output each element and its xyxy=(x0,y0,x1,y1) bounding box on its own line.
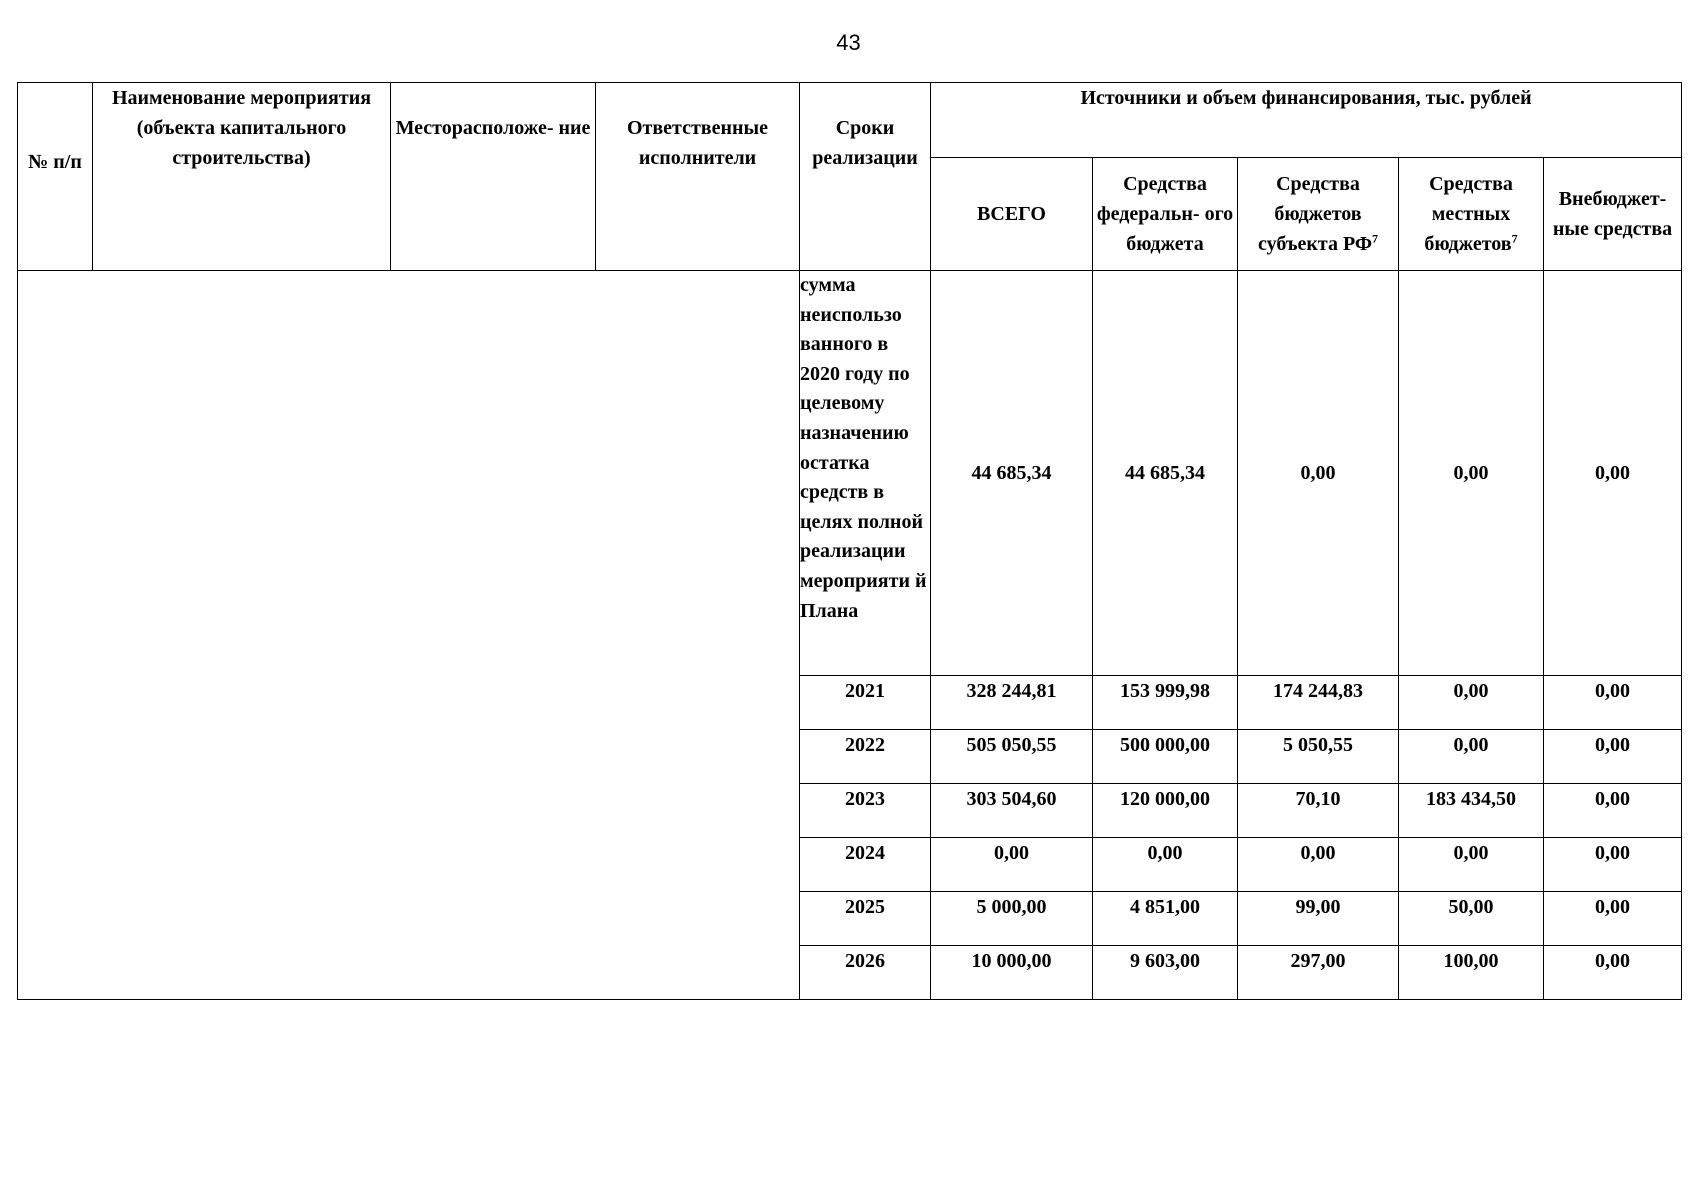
term-cell: сумма неиспользо ванного в 2020 году по целевому назначению остатка средств в целях полной реализации мероприяти й Плана xyxy=(800,271,931,676)
local-cell: 50,00 xyxy=(1399,892,1544,946)
extrabudget-cell: 0,00 xyxy=(1544,271,1682,676)
header-location: Месторасположе- ние xyxy=(391,83,596,271)
header-extrabudget: Внебюджет- ные средства xyxy=(1544,158,1682,271)
term-cell: 2021 xyxy=(800,676,931,730)
total-cell: 10 000,00 xyxy=(931,946,1093,1000)
total-cell: 328 244,81 xyxy=(931,676,1093,730)
page-number: 43 xyxy=(836,30,861,55)
header-executors: Ответственные исполнители xyxy=(596,83,800,271)
federal-cell: 120 000,00 xyxy=(1093,784,1238,838)
regional-cell: 0,00 xyxy=(1238,838,1399,892)
local-cell: 0,00 xyxy=(1399,676,1544,730)
header-local xyxy=(1399,158,1544,271)
regional-cell: 99,00 xyxy=(1238,892,1399,946)
regional-cell: 174 244,83 xyxy=(1238,676,1399,730)
federal-cell: 44 685,34 xyxy=(1093,271,1238,676)
federal-cell: 500 000,00 xyxy=(1093,730,1238,784)
federal-cell: 0,00 xyxy=(1093,838,1238,892)
table-row xyxy=(18,271,1682,676)
term-cell: 2025 xyxy=(800,892,931,946)
total-cell: 505 050,55 xyxy=(931,730,1093,784)
header-regional xyxy=(1238,158,1399,271)
financing-table xyxy=(17,82,1682,1000)
header-terms: Сроки реализации xyxy=(800,83,931,271)
header-name: Наименование мероприятия (объекта капитального строительства) xyxy=(93,83,391,271)
header-federal: Средства федеральн- ого бюджета xyxy=(1093,158,1238,271)
local-cell: 0,00 xyxy=(1399,271,1544,676)
regional-cell: 297,00 xyxy=(1238,946,1399,1000)
extrabudget-cell: 0,00 xyxy=(1544,838,1682,892)
header-local-footnote: 7 xyxy=(1511,231,1518,246)
header-local-label: Средства местных бюджетов xyxy=(1424,173,1513,255)
federal-cell: 153 999,98 xyxy=(1093,676,1238,730)
regional-cell: 5 050,55 xyxy=(1238,730,1399,784)
total-cell: 303 504,60 xyxy=(931,784,1093,838)
extrabudget-cell: 0,00 xyxy=(1544,784,1682,838)
local-cell: 0,00 xyxy=(1399,838,1544,892)
local-cell: 0,00 xyxy=(1399,730,1544,784)
header-num: № п/п xyxy=(18,83,93,271)
term-cell: 2024 xyxy=(800,838,931,892)
federal-cell: 4 851,00 xyxy=(1093,892,1238,946)
local-cell: 100,00 xyxy=(1399,946,1544,1000)
term-cell: 2023 xyxy=(800,784,931,838)
header-row-top xyxy=(18,83,1682,158)
regional-cell: 70,10 xyxy=(1238,784,1399,838)
regional-cell: 0,00 xyxy=(1238,271,1399,676)
extrabudget-cell: 0,00 xyxy=(1544,730,1682,784)
header-regional-footnote: 7 xyxy=(1372,231,1379,246)
federal-cell: 9 603,00 xyxy=(1093,946,1238,1000)
extrabudget-cell: 0,00 xyxy=(1544,946,1682,1000)
header-sources-title: Источники и объем финансирования, тыс. рублей xyxy=(931,83,1682,158)
total-cell: 5 000,00 xyxy=(931,892,1093,946)
term-cell: 2026 xyxy=(800,946,931,1000)
total-cell: 0,00 xyxy=(931,838,1093,892)
term-cell: 2022 xyxy=(800,730,931,784)
empty-merged-cell xyxy=(18,271,800,1000)
extrabudget-cell: 0,00 xyxy=(1544,676,1682,730)
local-cell: 183 434,50 xyxy=(1399,784,1544,838)
header-total: ВСЕГО xyxy=(931,158,1093,271)
total-cell: 44 685,34 xyxy=(931,271,1093,676)
extrabudget-cell: 0,00 xyxy=(1544,892,1682,946)
header-regional-label: Средства бюджетов субъекта РФ xyxy=(1257,173,1373,255)
